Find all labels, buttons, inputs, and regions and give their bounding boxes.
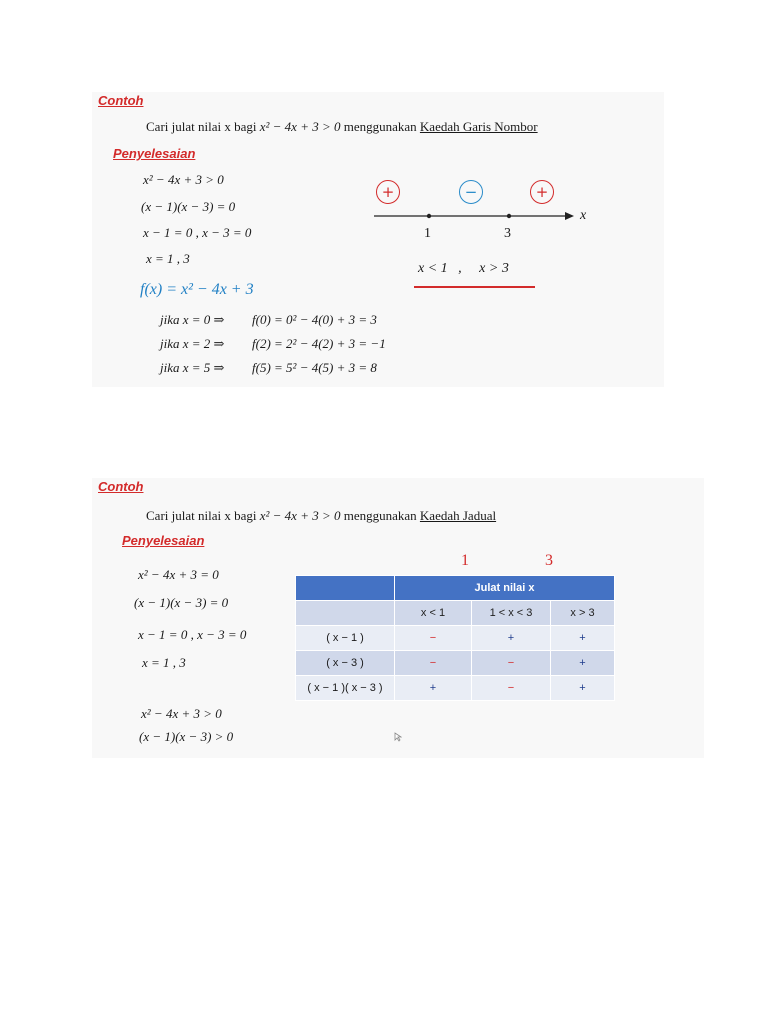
example2-solution-heading: Penyelesaian: [122, 533, 205, 548]
question-prefix: Cari julat nilai x bagi: [146, 119, 257, 134]
sign-cell: +: [551, 676, 615, 701]
example1-question: [146, 119, 538, 135]
mouse-cursor-icon: [394, 732, 402, 742]
example2-step: x = 1 , 3: [142, 655, 186, 670]
question-prefix: Cari julat nilai x bagi: [146, 508, 257, 523]
table-row: [296, 626, 615, 651]
example2-step: (x − 1)(x − 3) > 0: [139, 729, 234, 744]
root-label: 3: [545, 552, 553, 569]
test-condition: jika x = 0 ⇒: [160, 312, 225, 327]
question-method: Kaedah Garis Nombor: [419, 119, 538, 134]
column-header: x < 1: [395, 601, 472, 626]
table-corner: [296, 576, 395, 601]
example2-question: [146, 508, 496, 524]
root-point-3: [507, 214, 511, 218]
sign-table: [295, 575, 615, 701]
test-calculation: f(5) = 5² − 4(5) + 3 = 8: [252, 360, 377, 375]
plus-sign-left: +: [376, 180, 400, 204]
test-calculation: f(2) = 2² − 4(2) + 3 = −1: [252, 336, 386, 351]
example2-step: (x − 1)(x − 3) = 0: [134, 595, 229, 610]
sign-cell: −: [472, 651, 551, 676]
table-cell: [296, 601, 395, 626]
range-answer: x < 1 , x > 3: [418, 261, 509, 276]
question-mid: menggunakan: [343, 508, 417, 523]
column-header: 1 < x < 3: [472, 601, 551, 626]
sign-cell: +: [551, 626, 615, 651]
example2-step: x² − 4x + 3 = 0: [138, 567, 219, 582]
table-subheader-row: [296, 601, 615, 626]
table-title: Julat nilai x: [395, 576, 615, 601]
number-line: [370, 209, 590, 223]
example1-step: x² − 4x + 3 > 0: [143, 172, 224, 187]
example1-step: x = 1 , 3: [146, 251, 190, 266]
question-expr: x² − 4x + 3 > 0: [259, 119, 341, 134]
example1-step: (x − 1)(x − 3) = 0: [141, 199, 236, 214]
test-condition: jika x = 2 ⇒: [160, 336, 225, 351]
sign-cell: +: [395, 676, 472, 701]
axis-arrow-icon: [565, 212, 574, 220]
example1-step: x − 1 = 0 , x − 3 = 0: [143, 225, 252, 240]
question-expr: x² − 4x + 3 > 0: [259, 508, 341, 523]
example2-step: x − 1 = 0 , x − 3 = 0: [138, 627, 247, 642]
test-condition: jika x = 5 ⇒: [160, 360, 225, 375]
sign-cell: +: [472, 626, 551, 651]
row-label: ( x − 3 ): [296, 651, 395, 676]
sign-cell: −: [395, 626, 472, 651]
sign-cell: −: [395, 651, 472, 676]
question-mid: menggunakan: [343, 119, 417, 134]
column-header: x > 3: [551, 601, 615, 626]
sign-cell: −: [472, 676, 551, 701]
minus-sign-middle: −: [459, 180, 483, 204]
answer-underline: [414, 286, 535, 288]
test-calculation: f(0) = 0² − 4(0) + 3 = 3: [252, 312, 377, 327]
table-header-row: [296, 576, 615, 601]
root-point-1: [427, 214, 431, 218]
example2-step: x² − 4x + 3 > 0: [141, 706, 222, 721]
tick-label: 3: [504, 226, 511, 241]
function-definition: f(x) = x² − 4x + 3: [140, 281, 254, 298]
sign-cell: +: [551, 651, 615, 676]
tick-label: 1: [424, 226, 431, 241]
question-method: Kaedah Jadual: [419, 508, 497, 523]
row-label: ( x − 1 ): [296, 626, 395, 651]
table-row: [296, 676, 615, 701]
axis-label: x: [580, 208, 587, 223]
example1-heading: Contoh: [98, 93, 144, 108]
root-label: 1: [461, 552, 469, 569]
example1-solution-heading: Penyelesaian: [113, 146, 196, 161]
table-row: [296, 651, 615, 676]
row-label: ( x − 1 )( x − 3 ): [296, 676, 395, 701]
example2-heading: Contoh: [98, 479, 144, 494]
plus-sign-right: +: [530, 180, 554, 204]
